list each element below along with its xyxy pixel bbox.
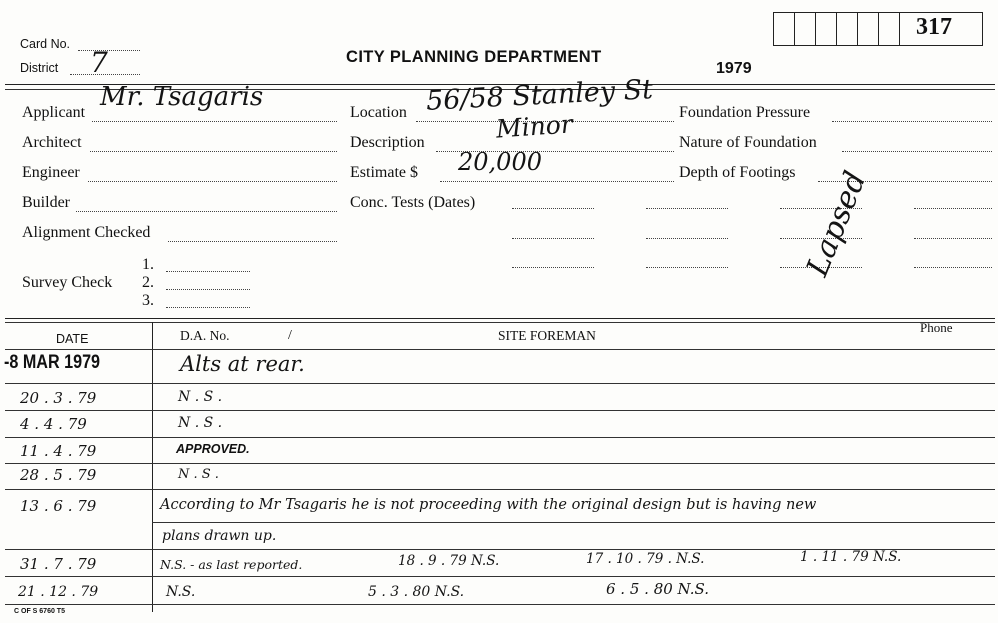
da-no-label: D.A. No. <box>180 328 230 343</box>
alignment-line <box>168 241 337 242</box>
survey-item-1: 1. <box>142 256 154 273</box>
table-top-rule <box>5 318 995 319</box>
card-no-line <box>78 50 140 51</box>
row-3-entry: N . S . <box>178 415 223 431</box>
estimate-line <box>440 181 674 182</box>
district-label: District <box>20 61 59 75</box>
district-value: 7 <box>90 46 108 79</box>
survey-line-2 <box>166 289 250 290</box>
survey-item-3: 3. <box>142 292 154 309</box>
description-value: Minor <box>495 109 574 144</box>
conc-tests-line-d <box>914 208 992 209</box>
site-foreman-header: SITE FOREMAN <box>498 328 596 343</box>
applicant-line <box>92 121 337 122</box>
card-number: 317 <box>916 14 952 40</box>
description-label: Description <box>350 134 425 151</box>
year-printed: 1979 <box>716 60 752 77</box>
row-8-entry-3: 6 . 5 . 80 N.S. <box>606 580 709 598</box>
conc-tests-line-l <box>914 267 992 268</box>
row-5-date: 28 . 5 . 79 <box>20 466 97 484</box>
table-top-rule-2 <box>5 322 995 323</box>
da-no-slash: / <box>288 328 292 343</box>
conc-tests-line-e <box>512 238 594 239</box>
estimate-label: Estimate $ <box>350 164 418 181</box>
row-6-date: 13 . 6 . 79 <box>20 497 97 515</box>
conc-tests-line-f <box>646 238 728 239</box>
survey-line-3 <box>166 307 250 308</box>
row-7-entry: N.S. - as last reported. <box>160 557 303 572</box>
survey-label: Survey Check <box>22 274 113 291</box>
row-7-entry-3: 17 . 10 . 79 . N.S. <box>586 551 705 567</box>
row-2-date: 20 . 3 . 79 <box>20 389 97 407</box>
row-6-entry-continued: plans drawn up. <box>162 528 277 544</box>
row-7-date: 31 . 7 . 79 <box>20 555 97 573</box>
conc-tests-line-b <box>646 208 728 209</box>
survey-line-1 <box>166 271 250 272</box>
lapsed-note: Lapsed <box>800 166 874 282</box>
location-value: 56/58 Stanley St <box>425 74 654 117</box>
architect-line <box>90 151 337 152</box>
row-8-entry-2: 5 . 3 . 80 N.S. <box>368 584 465 600</box>
row-8-date: 21 . 12 . 79 <box>18 584 99 600</box>
row-rule-7 <box>5 576 995 577</box>
foundation-pressure-label: Foundation Pressure <box>679 104 811 121</box>
row-6-entry: According to Mr Tsagaris he is not proceeding with the original design but is having new <box>160 497 817 513</box>
engineer-line <box>88 181 337 182</box>
row-rule-3 <box>5 437 995 438</box>
date-column-divider <box>152 322 153 612</box>
row-4-date: 11 . 4 . 79 <box>20 442 97 460</box>
architect-label: Architect <box>22 134 82 151</box>
card-no-label: Card No. <box>20 37 71 51</box>
card-number-box-3 <box>815 12 837 46</box>
row-rule-5 <box>5 489 995 490</box>
card-number-box-2 <box>794 12 816 46</box>
row-3-date: 4 . 4 . 79 <box>20 415 87 433</box>
row-2-entry: N . S . <box>178 389 223 405</box>
builder-label: Builder <box>22 194 70 211</box>
row-5-entry: N . S . <box>178 467 219 482</box>
row-7-entry-2: 18 . 9 . 79 N.S. <box>398 553 500 569</box>
row-rule-1 <box>5 383 995 384</box>
conc-tests-label: Conc. Tests (Dates) <box>350 194 476 211</box>
form-code: C OF S 6760 T5 <box>14 608 65 615</box>
row-7-entry-4: 1 . 11 . 79 N.S. <box>800 549 902 565</box>
row-rule-2 <box>5 410 995 411</box>
builder-line <box>76 211 337 212</box>
depth-footings-label: Depth of Footings <box>679 164 796 181</box>
card-number-box-4 <box>836 12 858 46</box>
foundation-pressure-line <box>832 121 992 122</box>
row-rule-6a <box>152 522 995 523</box>
card-number-box-6 <box>878 12 900 46</box>
card-number-box-1 <box>773 12 795 46</box>
estimate-value: 20,000 <box>458 148 542 176</box>
location-label: Location <box>350 104 407 121</box>
survey-item-2: 2. <box>142 274 154 291</box>
applicant-value: Mr. Tsagaris <box>100 82 264 112</box>
engineer-label: Engineer <box>22 164 80 181</box>
card-number-box-5 <box>857 12 879 46</box>
row-rule-4 <box>5 463 995 464</box>
date-header: DATE <box>56 332 89 346</box>
row-8-entry: N.S. <box>166 584 196 600</box>
row-rule-8 <box>5 604 995 605</box>
phone-header: Phone <box>920 320 953 335</box>
conc-tests-line-i <box>512 267 594 268</box>
header-row-rule <box>5 349 995 350</box>
nature-foundation-line <box>842 151 992 152</box>
row-1-entry: Alts at rear. <box>180 352 305 376</box>
row-4-entry: APPROVED. <box>176 442 250 456</box>
conc-tests-line-a <box>512 208 594 209</box>
applicant-label: Applicant <box>22 104 86 121</box>
conc-tests-line-j <box>646 267 728 268</box>
department-title: CITY PLANNING DEPARTMENT <box>346 48 602 66</box>
nature-foundation-label: Nature of Foundation <box>679 134 817 151</box>
alignment-label: Alignment Checked <box>22 224 151 241</box>
row-1-date: -8 MAR 1979 <box>4 352 101 373</box>
conc-tests-line-h <box>914 238 992 239</box>
